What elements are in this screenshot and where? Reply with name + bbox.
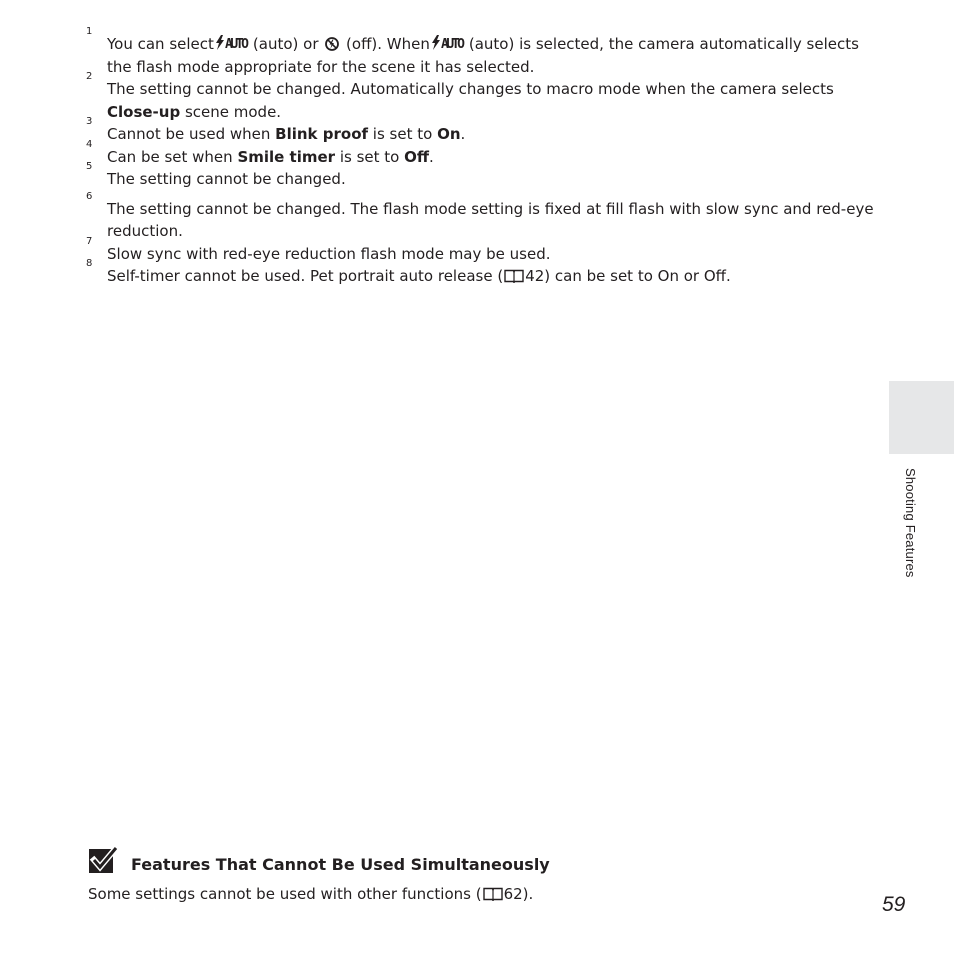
footnote-number: 4 <box>86 138 93 150</box>
flash-off-icon <box>325 37 339 51</box>
flash-auto-icon <box>432 35 466 50</box>
caution-text: Some settings cannot be used with other functions ( 62). <box>88 885 534 903</box>
footnote-5: 5 The setting cannot be changed. <box>86 161 346 188</box>
footnote-number: 3 <box>86 116 93 127</box>
footnote-6: 6 The setting cannot be changed. The flash mode setting is fixed at fill flash with slow sync and red-eye reduction. <box>86 190 879 240</box>
footnote-1: 1 You can select AUTO (auto) or (off). When AUTO (auto) is selected, the camera automatically selects the flash mode appropriate for the scene it has selected. <box>86 26 864 76</box>
footnote-3: 3 Cannot be used when Blink proof is set to On. <box>86 116 466 143</box>
page-number: 59 <box>882 893 906 916</box>
flash-auto-icon <box>216 35 250 50</box>
footnote-number: 7 <box>86 235 93 247</box>
svg-text:AUTO: AUTO <box>224 37 249 50</box>
caution-title: Features That Cannot Be Used Simultaneously <box>131 855 550 874</box>
footnote-number: 2 <box>86 71 93 82</box>
svg-text:AUTO: AUTO <box>440 37 465 50</box>
footnote-number: 5 <box>86 161 93 172</box>
footnote-2: 2 The setting cannot be changed. Automatically changes to macro mode when the camera selects Close-up scene mode. <box>86 71 839 121</box>
footnote-8: 8 Self-timer cannot be used. Pet portrait auto release ( 42) can be set to On or Off. <box>86 258 731 285</box>
footnotes <box>86 26 886 288</box>
footnote-7: 7 Slow sync with red-eye reduction flash mode may be used. <box>86 235 551 263</box>
footnote-number: 8 <box>86 258 93 269</box>
book-reference-icon <box>483 887 503 901</box>
caution-check-icon <box>88 846 118 876</box>
section-label: Shooting Features <box>903 468 918 578</box>
footnote-number: 1 <box>86 26 93 37</box>
footnote-4: 4 Can be set when Smile timer is set to Off. <box>86 138 434 166</box>
footnote-number: 6 <box>86 190 93 202</box>
book-reference-icon <box>504 269 524 283</box>
section-tab <box>889 381 954 454</box>
